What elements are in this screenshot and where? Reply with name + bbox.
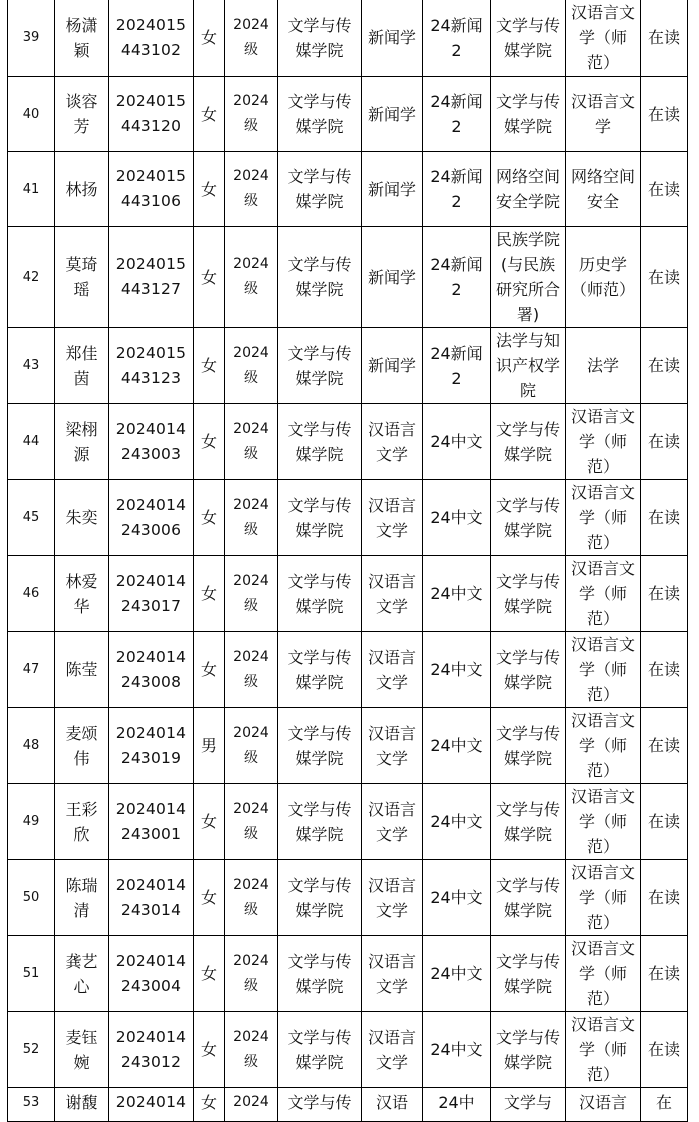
name-cell: 谢馥 [55, 1088, 109, 1122]
grade-cell: 2024级 [225, 556, 278, 632]
original-major-cell: 汉语言 [566, 1088, 641, 1122]
table-row [8, 708, 688, 784]
class-cell: 24中文 [423, 404, 491, 480]
status-cell: 在读 [641, 1012, 688, 1088]
table-row [8, 1088, 688, 1122]
major-cell: 新闻学 [362, 152, 423, 227]
college-cell: 文学与传媒学院 [278, 860, 362, 936]
original-college-cell: 文学与传媒学院 [491, 77, 566, 152]
college-cell: 文学与传媒学院 [278, 152, 362, 227]
class-cell: 24中 [423, 1088, 491, 1122]
original-college-cell: 文学与传媒学院 [491, 556, 566, 632]
row-number-cell: 47 [8, 632, 55, 708]
original-major-cell: 汉语言文学（师范） [566, 936, 641, 1012]
grade-cell: 2024级 [225, 404, 278, 480]
class-cell: 24中文 [423, 708, 491, 784]
grade-cell: 2024级 [225, 480, 278, 556]
college-cell: 文学与传媒学院 [278, 227, 362, 328]
college-cell: 文学与传媒学院 [278, 784, 362, 860]
gender-cell: 女 [194, 404, 225, 480]
gender-cell: 女 [194, 556, 225, 632]
class-cell: 24中文 [423, 556, 491, 632]
college-cell: 文学与传 [278, 1088, 362, 1122]
status-cell: 在读 [641, 227, 688, 328]
original-major-cell: 汉语言文学（师范） [566, 632, 641, 708]
original-college-cell: 文学与传媒学院 [491, 480, 566, 556]
original-college-cell: 文学与传媒学院 [491, 936, 566, 1012]
row-number-cell: 50 [8, 860, 55, 936]
college-cell: 文学与传媒学院 [278, 404, 362, 480]
class-cell: 24新闻2 [423, 0, 491, 77]
grade-cell: 2024级 [225, 632, 278, 708]
major-cell: 汉语言文学 [362, 708, 423, 784]
status-cell: 在读 [641, 0, 688, 77]
major-cell: 汉语言文学 [362, 404, 423, 480]
status-cell: 在读 [641, 936, 688, 1012]
major-cell: 汉语言文学 [362, 784, 423, 860]
student-id-cell: 2024014243006 [109, 480, 194, 556]
college-cell: 文学与传媒学院 [278, 708, 362, 784]
grade-cell: 2024级 [225, 1012, 278, 1088]
gender-cell: 男 [194, 708, 225, 784]
major-cell: 新闻学 [362, 328, 423, 404]
status-cell: 在读 [641, 556, 688, 632]
major-cell: 汉语言文学 [362, 556, 423, 632]
original-college-cell: 文学与传媒学院 [491, 708, 566, 784]
student-id-cell: 2024014 [109, 1088, 194, 1122]
table-row [8, 328, 688, 404]
status-cell: 在读 [641, 632, 688, 708]
major-cell: 汉语言文学 [362, 1012, 423, 1088]
student-id-cell: 2024015443102 [109, 0, 194, 77]
status-cell: 在读 [641, 152, 688, 227]
college-cell: 文学与传媒学院 [278, 480, 362, 556]
table-row [8, 152, 688, 227]
grade-cell: 2024级 [225, 708, 278, 784]
grade-cell: 2024级 [225, 227, 278, 328]
original-major-cell: 汉语言文学（师范） [566, 556, 641, 632]
table-row [8, 77, 688, 152]
college-cell: 文学与传媒学院 [278, 0, 362, 77]
grade-cell: 2024级 [225, 328, 278, 404]
class-cell: 24中文 [423, 1012, 491, 1088]
student-id-cell: 2024014243003 [109, 404, 194, 480]
name-cell: 杨潇颖 [55, 0, 109, 77]
original-major-cell: 网络空间安全 [566, 152, 641, 227]
row-number-cell: 51 [8, 936, 55, 1012]
original-college-cell: 文学与传媒学院 [491, 1012, 566, 1088]
row-number-cell: 42 [8, 227, 55, 328]
student-id-cell: 2024014243019 [109, 708, 194, 784]
major-cell: 新闻学 [362, 227, 423, 328]
table-row [8, 632, 688, 708]
status-cell: 在读 [641, 77, 688, 152]
original-college-cell: 文学与 [491, 1088, 566, 1122]
major-cell: 汉语 [362, 1088, 423, 1122]
original-major-cell: 汉语言文学（师范） [566, 784, 641, 860]
original-college-cell: 文学与传媒学院 [491, 632, 566, 708]
original-college-cell: 文学与传媒学院 [491, 0, 566, 77]
table-row [8, 936, 688, 1012]
student-id-cell: 2024014243012 [109, 1012, 194, 1088]
original-major-cell: 汉语言文学（师范） [566, 708, 641, 784]
table-row [8, 404, 688, 480]
name-cell: 王彩欣 [55, 784, 109, 860]
original-major-cell: 历史学（师范） [566, 227, 641, 328]
table-row [8, 556, 688, 632]
gender-cell: 女 [194, 1088, 225, 1122]
major-cell: 汉语言文学 [362, 860, 423, 936]
original-major-cell: 汉语言文学（师范） [566, 860, 641, 936]
name-cell: 郑佳茵 [55, 328, 109, 404]
original-major-cell: 法学 [566, 328, 641, 404]
table-row [8, 0, 688, 77]
student-id-cell: 2024015443127 [109, 227, 194, 328]
major-cell: 新闻学 [362, 0, 423, 77]
college-cell: 文学与传媒学院 [278, 1012, 362, 1088]
status-cell: 在读 [641, 860, 688, 936]
row-number-cell: 52 [8, 1012, 55, 1088]
gender-cell: 女 [194, 227, 225, 328]
class-cell: 24中文 [423, 632, 491, 708]
original-college-cell: 文学与传媒学院 [491, 860, 566, 936]
original-major-cell: 汉语言文学（师范） [566, 1012, 641, 1088]
row-number-cell: 40 [8, 77, 55, 152]
major-cell: 汉语言文学 [362, 632, 423, 708]
name-cell: 梁栩源 [55, 404, 109, 480]
grade-cell: 2024级 [225, 77, 278, 152]
status-cell: 在 [641, 1088, 688, 1122]
original-major-cell: 汉语言文学（师范） [566, 480, 641, 556]
class-cell: 24中文 [423, 480, 491, 556]
status-cell: 在读 [641, 784, 688, 860]
name-cell: 陈瑞清 [55, 860, 109, 936]
name-cell: 谈容芳 [55, 77, 109, 152]
gender-cell: 女 [194, 936, 225, 1012]
table-row [8, 784, 688, 860]
college-cell: 文学与传媒学院 [278, 77, 362, 152]
grade-cell: 2024 [225, 1088, 278, 1122]
name-cell: 朱奕 [55, 480, 109, 556]
original-college-cell: 民族学院(与民族研究所合署) [491, 227, 566, 328]
status-cell: 在读 [641, 404, 688, 480]
status-cell: 在读 [641, 480, 688, 556]
name-cell: 龚艺心 [55, 936, 109, 1012]
original-college-cell: 法学与知识产权学院 [491, 328, 566, 404]
student-id-cell: 2024014243001 [109, 784, 194, 860]
status-cell: 在读 [641, 708, 688, 784]
status-cell: 在读 [641, 328, 688, 404]
gender-cell: 女 [194, 152, 225, 227]
table-row [8, 1012, 688, 1088]
grade-cell: 2024级 [225, 784, 278, 860]
major-cell: 汉语言文学 [362, 480, 423, 556]
class-cell: 24中文 [423, 860, 491, 936]
college-cell: 文学与传媒学院 [278, 556, 362, 632]
row-number-cell: 39 [8, 0, 55, 77]
student-id-cell: 2024014243008 [109, 632, 194, 708]
name-cell: 麦钰婉 [55, 1012, 109, 1088]
table-row [8, 860, 688, 936]
gender-cell: 女 [194, 860, 225, 936]
name-cell: 林爱华 [55, 556, 109, 632]
gender-cell: 女 [194, 632, 225, 708]
student-id-cell: 2024014243014 [109, 860, 194, 936]
gender-cell: 女 [194, 1012, 225, 1088]
class-cell: 24新闻2 [423, 152, 491, 227]
class-cell: 24新闻2 [423, 77, 491, 152]
major-cell: 汉语言文学 [362, 936, 423, 1012]
college-cell: 文学与传媒学院 [278, 328, 362, 404]
grade-cell: 2024级 [225, 936, 278, 1012]
original-major-cell: 汉语言文学（师范） [566, 404, 641, 480]
grade-cell: 2024级 [225, 152, 278, 227]
student-id-cell: 2024015443106 [109, 152, 194, 227]
gender-cell: 女 [194, 328, 225, 404]
class-cell: 24中文 [423, 936, 491, 1012]
row-number-cell: 41 [8, 152, 55, 227]
grade-cell: 2024级 [225, 860, 278, 936]
gender-cell: 女 [194, 77, 225, 152]
gender-cell: 女 [194, 784, 225, 860]
college-cell: 文学与传媒学院 [278, 936, 362, 1012]
name-cell: 林扬 [55, 152, 109, 227]
grade-cell: 2024级 [225, 0, 278, 77]
original-major-cell: 汉语言文学（师范） [566, 0, 641, 77]
student-id-cell: 2024014243017 [109, 556, 194, 632]
student-id-cell: 2024015443123 [109, 328, 194, 404]
name-cell: 麦颂伟 [55, 708, 109, 784]
row-number-cell: 46 [8, 556, 55, 632]
row-number-cell: 48 [8, 708, 55, 784]
row-number-cell: 49 [8, 784, 55, 860]
class-cell: 24中文 [423, 784, 491, 860]
class-cell: 24新闻2 [423, 227, 491, 328]
college-cell: 文学与传媒学院 [278, 632, 362, 708]
row-number-cell: 45 [8, 480, 55, 556]
gender-cell: 女 [194, 480, 225, 556]
student-transfer-table [7, 0, 688, 1122]
original-college-cell: 网络空间安全学院 [491, 152, 566, 227]
name-cell: 莫琦瑶 [55, 227, 109, 328]
name-cell: 陈莹 [55, 632, 109, 708]
major-cell: 新闻学 [362, 77, 423, 152]
class-cell: 24新闻2 [423, 328, 491, 404]
gender-cell: 女 [194, 0, 225, 77]
row-number-cell: 44 [8, 404, 55, 480]
table-row [8, 480, 688, 556]
row-number-cell: 53 [8, 1088, 55, 1122]
original-major-cell: 汉语言文学 [566, 77, 641, 152]
row-number-cell: 43 [8, 328, 55, 404]
original-college-cell: 文学与传媒学院 [491, 404, 566, 480]
table-row [8, 227, 688, 328]
student-id-cell: 2024015443120 [109, 77, 194, 152]
original-college-cell: 文学与传媒学院 [491, 784, 566, 860]
student-id-cell: 2024014243004 [109, 936, 194, 1012]
